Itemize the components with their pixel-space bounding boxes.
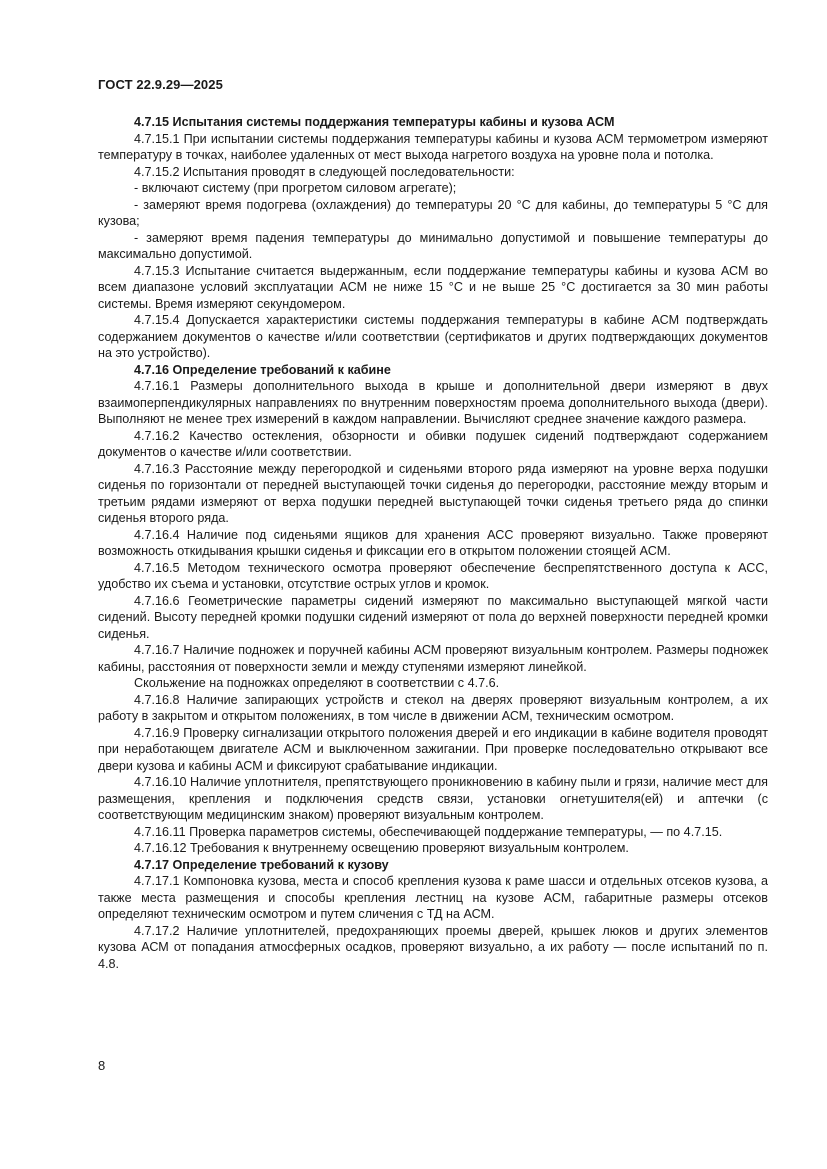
paragraph: 4.7.16.4 Наличие под сиденьями ящиков для хранения АСС проверяют визуально. Также проверяют возможность откидывания крышки сиденья и фиксации его в открытом положении стоящей АСМ. — [98, 527, 768, 558]
paragraph: 4.7.15.3 Испытание считается выдержанным, если поддержание температуры кабины и кузова АСМ во всем диапазоне условий эксплуатации АСМ не ниже 15 °С и не выше 25 °С достигается за 30 мин работы системы. Время измеряют секундомером. — [98, 263, 768, 311]
paragraph: 4.7.16.8 Наличие запирающих устройств и стекол на дверях проверяют визуальным контролем, а их работу в закрытом и открытом положениях, в том числе в движении АСМ, техническим осмотром. — [98, 692, 768, 723]
paragraph: 4.7.16.3 Расстояние между перегородкой и сиденьями второго ряда измеряют на уровне верха подушки сиденья по горизонтали от передней выступающей точки сиденья до перегородки, расстояние между вторым и третьим рядами измеряют от верха подушки передней выступающей точки сиденья третьего ряда до спинки сиденья второго ряда. — [98, 461, 768, 525]
paragraph: Скольжение на подножках определяют в соответствии с 4.7.6. — [134, 676, 500, 690]
paragraph: 4.7.16.2 Качество остекления, обзорности и обивки подушек сидений подтверждают содержанием документов о качестве и/или соответствии. — [98, 428, 768, 459]
paragraph: 4.7.16.12 Требования к внутреннему освещению проверяют визуальным контролем. — [134, 841, 629, 855]
list-item: - замеряют время подогрева (охлаждения) до температуры 20 °С для кабины, до температуры 5 °С для кузова; — [98, 197, 768, 228]
document-body — [98, 114, 768, 972]
paragraph: 4.7.15.4 Допускается характеристики системы поддержания температуры в кабине АСМ подтверждать содержанием документов о качестве и/или соответствии (сертификатов и других подтверждающих документов на это устройство). — [98, 313, 768, 360]
paragraph: 4.7.16.5 Методом технического осмотра проверяют обеспечение беспрепятственного доступа к АСС, удобство их съема и установки, отсутствие острых углов и кромок. — [98, 560, 768, 591]
paragraph: 4.7.17.1 Компоновка кузова, места и способ крепления кузова к раме шасси и отдельных отсеков кузова, а также места размещения и способы крепления лестниц на кузове АСМ, габаритные размеры отсеков определяют техническим осмотром и путем сличения с ТД на АСМ. — [98, 874, 768, 921]
section-heading: 4.7.15 Испытания системы поддержания температуры кабины и кузова АСМ — [134, 115, 615, 129]
paragraph: 4.7.16.7 Наличие подножек и поручней кабины АСМ проверяют визуальным контролем. Размеры подножек кабины, расстояния от поверхности земли и между ступенями измеряют линейкой. — [98, 643, 768, 674]
paragraph: 4.7.16.9 Проверку сигнализации открытого положения дверей и его индикации в кабине водителя проводят при неработающем двигателе АСМ и выключенном зажигании. При проверке последовательно открывают все двери кузова и кабины АСМ и фиксируют срабатывание индикации. — [98, 725, 768, 773]
paragraph: 4.7.16.10 Наличие уплотнителя, препятствующего проникновению в кабину пыли и грязи, наличие мест для размещения, крепления и подключения средств связи, установки огнетушителя(ей) и аптечки (с соответствующим медицинским знаком) проверяют визуальным контролем. — [98, 775, 768, 822]
section-heading: 4.7.17 Определение требований к кузову — [134, 857, 389, 872]
paragraph: 4.7.15.1 При испытании системы поддержания температуры кабины и кузова АСМ термометром измеряют температуру в точках, наиболее удаленных от мест выхода нагретого воздуха на уровне пола и потолка. — [98, 131, 768, 162]
page-number: 8 — [98, 1058, 106, 1073]
paragraph: 4.7.16.6 Геометрические параметры сидений измеряют по максимально выступающей мягкой части сидений. Высоту передней кромки подушки сидений измеряют от пола до верхней поверхности передней кромки сиденья. — [98, 593, 768, 641]
list-item: - включают систему (при прогретом силовом агрегате); — [134, 181, 457, 195]
standard-header: ГОСТ 22.9.29—2025 — [98, 77, 223, 92]
paragraph: 4.7.16.11 Проверка параметров системы, обеспечивающей поддержание температуры, — по 4.7.15. — [134, 824, 723, 839]
paragraph: 4.7.15.2 Испытания проводят в следующей последовательности: — [134, 164, 515, 179]
paragraph: 4.7.17.2 Наличие уплотнителей, предохраняющих проемы дверей, крышек люков и других элементов кузова АСМ от попадания атмосферных осадков, проверяют визуально, а их работу — после испытаний по п. 4.8. — [98, 923, 768, 971]
paragraph: 4.7.16.1 Размеры дополнительного выхода в крыше и дополнительной двери измеряют в двух взаимоперпендикулярных направлениях по внутренним поверхностям проема дополнительного выхода (двери). Выполняют не менее трех измерений в каждом направлении. Вычисляют среднее значение каждого размера. — [98, 379, 768, 426]
section-heading: 4.7.16 Определение требований к кабине — [134, 362, 391, 377]
list-item: - замеряют время падения температуры до минимально допустимой и повышение температуры до максимально допустимой. — [98, 230, 768, 261]
